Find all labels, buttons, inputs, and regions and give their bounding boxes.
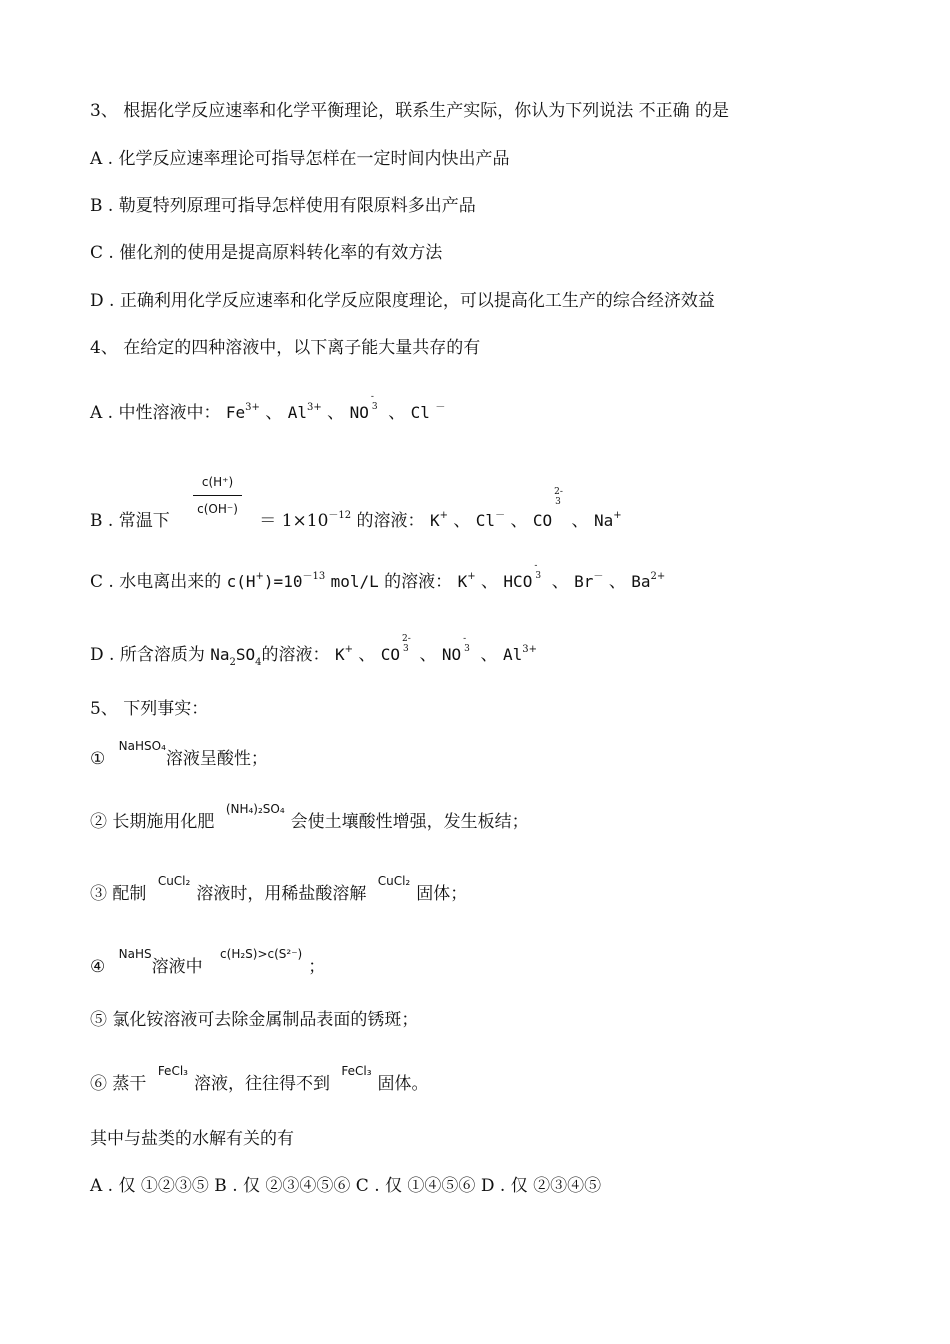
ion-br: Br — [574, 572, 594, 591]
q4c-ch-charge: + — [255, 571, 264, 582]
q4-option-c — [90, 561, 666, 596]
fact-2 — [90, 802, 529, 834]
fact-5 — [90, 1009, 418, 1031]
ion-co3: CO — [380, 645, 401, 664]
fact-middle: 溶液中 — [151, 957, 203, 977]
ion-no3-stack: - 3 — [370, 392, 378, 412]
formula-fecl3: FeCl₃ — [341, 1064, 372, 1078]
formula-nh4-2-so4: (NH₄)₂SO₄ — [225, 802, 285, 816]
q5-answer-options: A . 仅 ①②③⑤ B . 仅 ②③④⑤⑥ C . 仅 ①④⑤⑥ D . 仅 ②③④⑤ — [90, 1176, 602, 1196]
ion-no3: NO — [349, 403, 369, 422]
separator: 、 — [480, 645, 498, 665]
separator: 、 — [327, 403, 345, 423]
fact-prefix: 长期施用化肥 — [112, 812, 215, 832]
fact-text: ； — [308, 957, 326, 977]
q3-stem: 3、 根据化学反应速率和化学平衡理论，联系生产实际，你认为下列说法 不正确 的是 — [90, 101, 730, 121]
q4c-label: C . 水电离出来的 — [90, 572, 222, 592]
ion-co3-stack: 2- 3 — [554, 487, 563, 507]
separator: 、 — [571, 511, 589, 531]
separator: 、 — [388, 403, 406, 423]
q3-option-a: A . 化学反应速率理论可指导怎样在一定时间内快出产品 — [90, 149, 510, 169]
formula-nahs: NaHS — [118, 947, 152, 961]
fact-number: ⑥ — [90, 1074, 107, 1094]
ion-k-charge: + — [467, 571, 476, 582]
formula-concentration-compare: c(H₂S)>c(S²⁻) — [220, 947, 303, 961]
formula-fecl3: FeCl₃ — [157, 1064, 188, 1078]
q4-option-d — [90, 634, 537, 669]
ion-na-charge: + — [613, 510, 622, 521]
ion-ba: Ba — [631, 572, 651, 591]
fact-4 — [90, 947, 326, 979]
q5-stem: 5、 下列事实： — [90, 699, 209, 719]
q4c-tail: 的溶液： — [384, 572, 453, 592]
ion-hco3: HCO — [503, 572, 533, 591]
ion-co3-stack: 2- 3 — [402, 634, 411, 654]
ion-cl-charge: － — [495, 510, 506, 521]
concentration-ratio-fraction — [193, 471, 242, 520]
fact-text: 固体。 — [377, 1074, 429, 1094]
separator: 、 — [551, 572, 569, 592]
fraction-denominator: c(OH⁻) — [197, 502, 238, 516]
fact-number: ① — [90, 749, 106, 769]
ion-br-charge: － — [593, 571, 604, 582]
ion-fe: Fe — [225, 403, 246, 422]
fact-text: 溶液呈酸性； — [165, 749, 268, 769]
q4b-exponent: －12 — [328, 510, 352, 521]
ion-no3: NO — [441, 645, 462, 664]
ion-co3: CO — [532, 511, 553, 530]
q4a-label: A . 中性溶液中： — [90, 403, 221, 423]
q4c-ch-value: )=10 — [263, 572, 303, 591]
separator: 、 — [358, 645, 376, 665]
q4c-ch: c(H — [226, 572, 256, 591]
fact-number: ⑤ — [90, 1010, 107, 1030]
q4d-label: D . 所含溶质为 — [90, 645, 205, 665]
q4-stem: 4、 在给定的四种溶液中，以下离子能大量共存的有 — [90, 338, 481, 358]
q4c-exponent: －13 — [302, 571, 326, 582]
q3-option-b: B . 勒夏特列原理可指导怎样使用有限原料多出产品 — [90, 196, 476, 216]
q3-option-d: D . 正确利用化学反应速率和化学反应限度理论，可以提高化工生产的综合经济效益 — [90, 291, 715, 311]
q4b-equals: ＝ 1×10 — [259, 511, 329, 531]
fact-number: ③ — [90, 884, 107, 904]
separator: 、 — [419, 645, 437, 665]
q4-option-a — [90, 392, 446, 427]
ion-al: Al — [502, 645, 523, 664]
separator: 、 — [453, 511, 471, 531]
ion-na: Na — [593, 511, 614, 530]
ion-hco3-stack: - 3 — [534, 561, 542, 581]
solute-so-sub: 4 — [255, 657, 262, 668]
ion-k: K — [334, 645, 345, 664]
solute-na: Na — [210, 645, 230, 664]
q4b-tail: 的溶液： — [356, 511, 425, 531]
ion-fe-charge: 3+ — [245, 402, 260, 413]
ion-cl: Cl — [475, 511, 496, 530]
fact-6 — [90, 1064, 429, 1096]
solute-so: SO — [235, 645, 256, 664]
separator: 、 — [481, 572, 499, 592]
formula-cucl2: CuCl₂ — [377, 874, 411, 888]
fact-number: ② — [90, 812, 107, 832]
fact-number: ④ — [90, 957, 106, 977]
fact-3 — [90, 874, 468, 906]
ion-k: K — [457, 572, 468, 591]
q3-option-c: C . 催化剂的使用是提高原料转化率的有效方法 — [90, 243, 443, 263]
formula-nahso4: NaHSO₄ — [118, 739, 166, 753]
solute-na-sub: 2 — [229, 657, 236, 668]
fact-text: 会使土壤酸性增强，发生板结； — [290, 812, 529, 832]
ion-k-charge: + — [344, 644, 353, 655]
ion-al-charge: 3+ — [307, 402, 322, 413]
ion-cl-charge: － — [435, 402, 446, 413]
separator: 、 — [510, 511, 528, 531]
formula-cucl2: CuCl₂ — [157, 874, 191, 888]
q4d-tail: 的溶液： — [261, 645, 330, 665]
q4b-label: B . 常温下 — [90, 511, 170, 531]
ion-k: K — [429, 511, 440, 530]
ion-cl: Cl — [410, 403, 430, 422]
q5-question: 其中与盐类的水解有关的有 — [90, 1129, 294, 1149]
q4c-unit: mol/L — [330, 572, 379, 591]
fact-prefix: 配制 — [112, 884, 147, 904]
fact-text: 固体； — [416, 884, 468, 904]
ion-ba-charge: 2+ — [650, 571, 666, 582]
q4-option-b — [90, 475, 622, 546]
ion-k-charge: + — [439, 510, 448, 521]
ion-al-charge: 3+ — [522, 644, 537, 655]
fact-middle: 溶液，往往得不到 — [193, 1074, 330, 1094]
separator: 、 — [265, 403, 283, 423]
fact-text: 氯化铵溶液可去除金属制品表面的锈斑； — [112, 1010, 419, 1030]
fact-1 — [90, 739, 268, 771]
fact-middle: 溶液时，用稀盐酸溶解 — [196, 884, 367, 904]
separator: 、 — [608, 572, 626, 592]
fraction-numerator: c(H⁺) — [193, 471, 242, 496]
ion-no3-stack: - 3 — [463, 634, 470, 654]
fact-prefix: 蒸干 — [112, 1074, 147, 1094]
ion-al: Al — [287, 403, 307, 422]
